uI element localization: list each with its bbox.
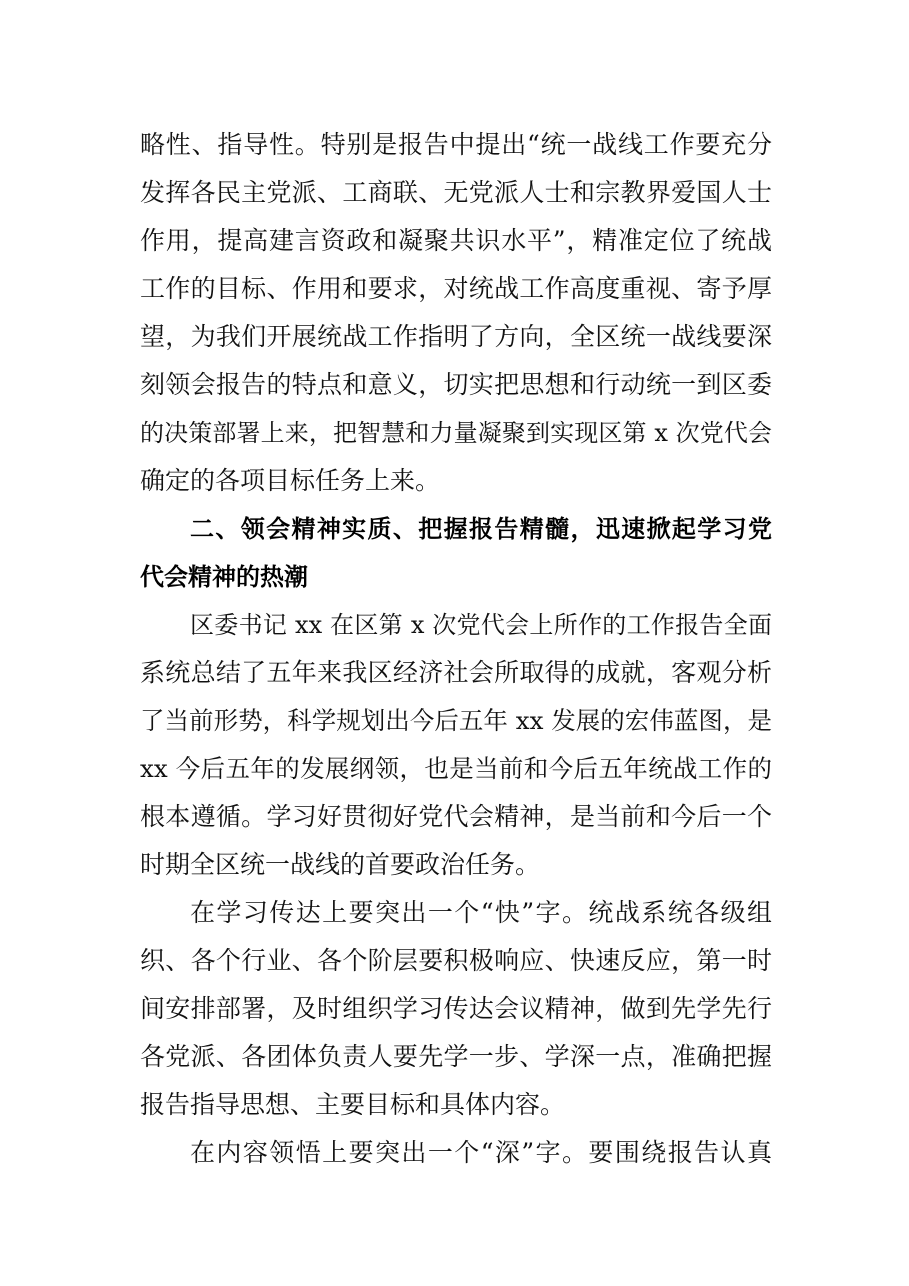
section-heading-line: 二、领会精神实质、把握报告精髓，迅速掀起学习党 [190, 515, 772, 543]
paragraph-first-line: 在内容领悟上要突出一个“深”字。要围绕报告认真 [190, 1138, 772, 1167]
paragraph-line: xx 今后五年的发展纲领，也是当前和今后五年统战工作的 [140, 754, 772, 783]
paragraph-line: 织、各个行业、各个阶层要积极响应、快速反应，第一时 [140, 946, 772, 975]
paragraph-line: 作用，提高建言资政和凝聚共识水平”，精准定位了统战 [140, 226, 772, 255]
paragraph-line: 的决策部署上来，把智慧和力量凝聚到实现区第 x 次党代会 [140, 419, 772, 447]
section-heading-line: 代会精神的热潮 [140, 563, 308, 591]
paragraph-first-line: 区委书记 xx 在区第 x 次党代会上所作的工作报告全面 [190, 611, 772, 639]
paragraph-line: 间安排部署，及时组织学习传达会议精神，做到先学先行 [140, 994, 772, 1023]
paragraph-line: 各党派、各团体负责人要先学一步、学深一点，准确把握 [140, 1042, 772, 1071]
paragraph-line: 根本遵循。学习好贯彻好党代会精神，是当前和今后一个 [140, 802, 772, 831]
paragraph-line: 报告指导思想、主要目标和具体内容。 [140, 1090, 566, 1119]
paragraph-line: 望，为我们开展统战工作指明了方向，全区统一战线要深 [140, 322, 772, 351]
paragraph-line: 刻领会报告的特点和意义，切实把思想和行动统一到区委 [140, 370, 772, 399]
paragraph-line: 了当前形势，科学规划出今后五年 xx 发展的宏伟蓝图，是 [140, 706, 772, 735]
paragraph-line: 确定的各项目标任务上来。 [140, 466, 441, 495]
paragraph-line: 略性、指导性。特别是报告中提出“统一战线工作要充分 [140, 130, 772, 159]
paragraph-line: 系统总结了五年来我区经济社会所取得的成就，客观分析 [140, 658, 772, 687]
paragraph-line: 发挥各民主党派、工商联、无党派人士和宗教界爱国人士 [140, 178, 772, 207]
paragraph-first-line: 在学习传达上要突出一个“快”字。统战系统各级组 [190, 898, 772, 927]
paragraph-line: 工作的目标、作用和要求，对统战工作高度重视、寄予厚 [140, 274, 772, 303]
paragraph-line: 时期全区统一战线的首要政治任务。 [140, 850, 541, 879]
